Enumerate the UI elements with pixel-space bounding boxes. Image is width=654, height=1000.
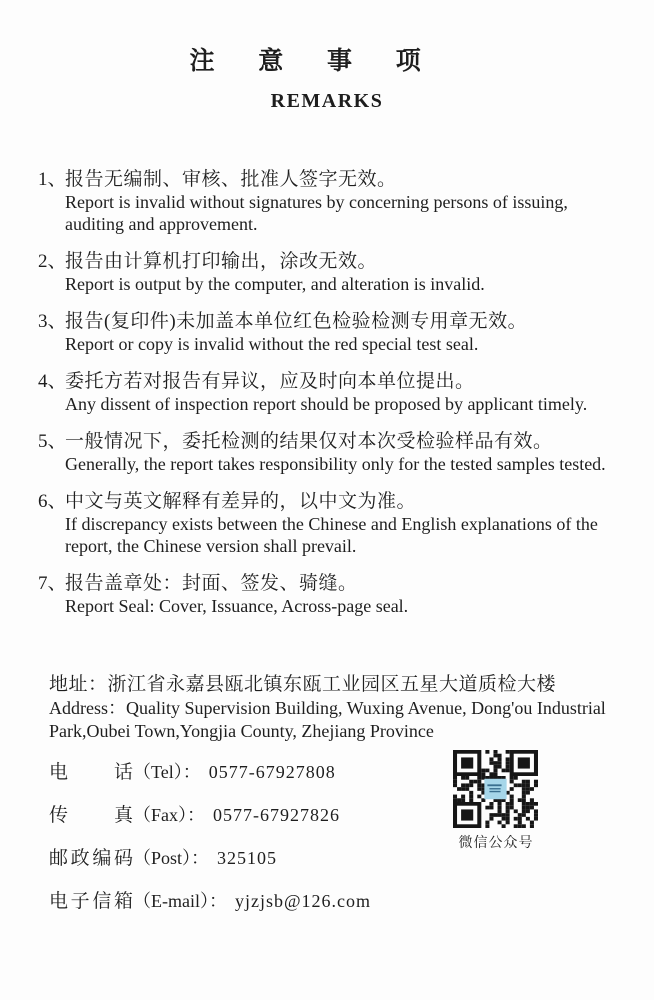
contact-value: 325105 [217,848,278,868]
remark-item [38,572,623,617]
remark-text-english: Generally, the report takes responsibility only for the tested samples tested. [65,453,606,474]
remark-item [38,490,623,557]
contact-row [49,886,629,912]
remark-text-chinese: 报告盖章处：封面、签发、骑缝。 [65,572,358,594]
remark-item [38,310,623,355]
contact-label-chinese: 传 真 [49,805,133,826]
remark-text-chinese: 报告(复印件)未加盖本单位红色检验检测专用章无效。 [65,310,528,332]
remark-number: 7、 [38,572,67,594]
contact-label-paren: （E-mail）： [133,891,227,911]
remark-item [38,168,623,235]
page-title-english: REMARKS [270,89,384,112]
remark-body [65,310,623,355]
remark-number: 6、 [38,490,67,512]
qr-caption: 微信公众号 [458,836,534,851]
contact-label-chinese: 电 话 [49,762,133,783]
contact-label-paren: （Fax）： [133,805,205,825]
remark-body [65,168,623,235]
remark-text-english: Any dissent of inspection report should be proposed by applicant timely. [65,393,588,414]
footer [49,672,629,929]
remark-text-chinese: 一般情况下，委托检测的结果仅对本次受检验样品有效。 [65,430,553,452]
remark-text-chinese: 委托方若对报告有异议，应及时向本单位提出。 [65,370,475,392]
remark-item [38,370,623,415]
remark-text-english: Report is output by the computer, and alteration is invalid. [65,273,485,294]
remark-body [65,572,623,617]
remark-body [65,250,623,295]
remark-text-chinese: 报告无编制、审核、批准人签字无效。 [65,168,397,190]
contact-label-chinese: 电 子 信 箱 [49,891,133,912]
wechat-qr-code-icon [453,750,538,828]
remark-text-english: Report is invalid without signatures by concerning persons of issuing, auditing and approvement. [65,191,568,234]
remark-body [65,430,623,475]
contact-list [49,757,629,912]
remark-number: 4、 [38,370,67,392]
contact-row [49,800,629,826]
remark-body [65,490,623,557]
page-title-chinese: 注意事项 [189,48,465,75]
remark-text-chinese: 中文与英文解释有差异的，以中文为准。 [65,490,417,512]
remark-number: 1、 [38,168,67,190]
address-english: Address：Quality Supervision Building, Wuxing Avenue, Dong'ou Industrial Park,Oubei Town,Yongjia County, Zhejiang Province [49,698,606,741]
remark-body [65,370,623,415]
remark-number: 2、 [38,250,67,272]
wechat-qr-block [453,750,539,852]
contact-label-paren: （Tel）： [133,762,201,782]
remark-text-english: If discrepancy exists between the Chinese and English explanations of the report, the Chinese version shall prevail. [65,513,598,556]
contact-row [49,757,629,783]
remarks-list [38,168,623,617]
remark-number: 3、 [38,310,67,332]
contact-label-chinese: 邮 政 编 码 [49,848,133,869]
address-chinese: 地址：浙江省永嘉县瓯北镇东瓯工业园区五星大道质检大楼 [49,674,557,695]
contact-row [49,843,629,869]
remark-number: 5、 [38,430,67,452]
remark-item [38,430,623,475]
remark-item [38,250,623,295]
remark-text-english: Report Seal: Cover, Issuance, Across-page seal. [65,595,409,616]
contact-label-paren: （Post）： [133,848,210,868]
contact-value: 0577-67927826 [213,805,340,825]
remark-text-chinese: 报告由计算机打印输出，涂改无效。 [65,250,378,272]
contact-value: yjzjsb@126.com [234,891,372,911]
contact-value: 0577-67927808 [208,762,336,782]
remark-text-english: Report or copy is invalid without the red special test seal. [65,333,479,354]
